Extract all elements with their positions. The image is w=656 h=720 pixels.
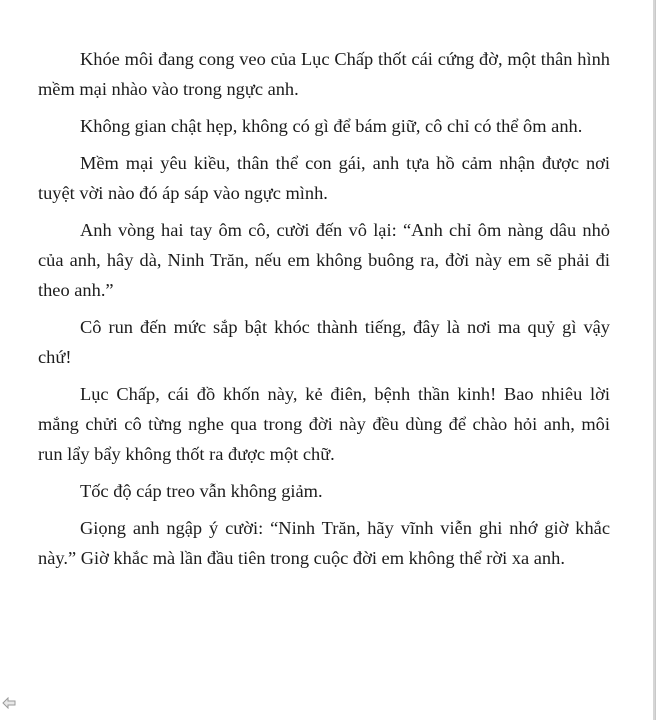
paragraph: Giọng anh ngập ý cười: “Ninh Trăn, hãy vĩnh viễn ghi nhớ giờ khắc này.” Giờ khắc mà lần đầu tiên trong cuộc đời em không thể rời xa anh. bbox=[38, 518, 610, 568]
paragraph: Cô run đến mức sắp bật khóc thành tiếng, đây là nơi ma quỷ gì vậy chứ! bbox=[38, 317, 610, 367]
paragraph: Tốc độ cáp treo vẫn không giảm. bbox=[80, 481, 323, 501]
paragraph: Lục Chấp, cái đồ khốn này, kẻ điên, bệnh thần kinh! Bao nhiêu lời mắng chửi cô từng nghe qua trong đời này đều dùng để chào hỏi anh, môi run lẩy bẩy không thốt ra được một chữ. bbox=[38, 384, 610, 464]
page-edge-shadow bbox=[653, 0, 655, 720]
paragraph: Không gian chật hẹp, không có gì để bám giữ, cô chỉ có thể ôm anh. bbox=[80, 116, 583, 136]
paragraph: Mềm mại yêu kiều, thân thể con gái, anh tựa hồ cảm nhận được nơi tuyệt vời nào đó áp sáp vào ngực mình. bbox=[38, 153, 610, 203]
document-body bbox=[38, 44, 610, 580]
paragraph: Anh vòng hai tay ôm cô, cười đến vô lại: “Anh chỉ ôm nàng dâu nhỏ của anh, hây dà, Ninh Trăn, nếu em không buông ra, đời này em sẽ phải đi theo anh.” bbox=[38, 220, 610, 300]
paragraph: Khóe môi đang cong veo của Lục Chấp thốt cái cứng đờ, một thân hình mềm mại nhào vào trong ngực anh. bbox=[38, 49, 610, 99]
back-arrow-icon[interactable] bbox=[2, 696, 16, 708]
